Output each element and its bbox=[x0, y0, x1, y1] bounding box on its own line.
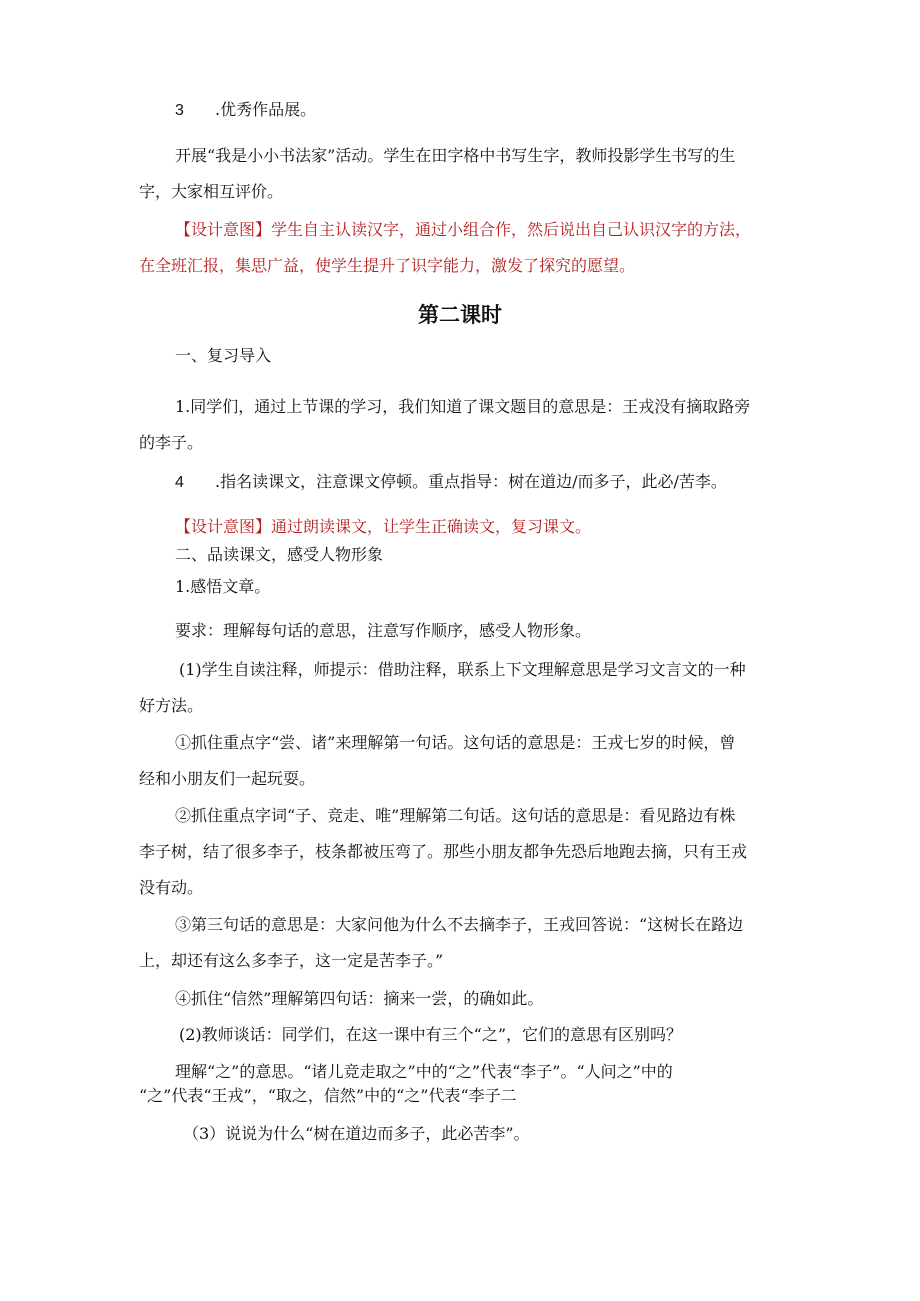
zhi-line2: “之”代表“王戎”，“取之，信然”中的“之”代表“李子二 bbox=[139, 1086, 517, 1105]
item3-text: .优秀作品展。 bbox=[215, 100, 317, 119]
activity-line1: 开展“我是小小书法家”活动。学生在田字格中书写生字，教师投影学生书写的生 bbox=[175, 146, 736, 165]
point1-line2: 好方法。 bbox=[139, 696, 204, 715]
circle2-line1: ②抓住重点字词“子、竞走、唯”理解第二句话。这句话的意思是：看见路边有株 bbox=[175, 806, 736, 825]
point2: (2)教师谈话：同学们，在这一课中有三个“之”，它们的意思有区别吗？ bbox=[179, 1025, 683, 1044]
item4-text: .指名读课文，注意课文停顿。重点指导：树在道边/而多子，此必/苦李。 bbox=[215, 472, 727, 491]
circle1-line1: ①抓住重点字“尝、诸”来理解第一句话。这句话的意思是：王戎七岁的时候，曾 bbox=[175, 733, 736, 752]
section-review-heading: 一、复习导入 bbox=[175, 346, 272, 365]
activity-line2: 字，大家相互评价。 bbox=[139, 182, 284, 201]
design-intent-1-line2: 在全班汇报，集思广益，使学生提升了识字能力，激发了探究的愿望。 bbox=[139, 256, 636, 275]
circle3-line2: 上，却还有这么多李子，这一定是苦李子。” bbox=[139, 951, 444, 970]
circle2-line3: 没有动。 bbox=[139, 878, 204, 897]
review-line2: 的李子。 bbox=[139, 433, 204, 452]
item3-number: 3 bbox=[175, 102, 184, 119]
zhi-line1: 理解“之”的意思。“诸儿竞走取之”中的“之”代表“李子”。“人问之”中的 bbox=[175, 1062, 673, 1081]
item3 bbox=[175, 100, 316, 121]
design-intent-2: 【设计意图】通过朗读课文，让学生正确读文，复习课文。 bbox=[175, 517, 592, 536]
circle2-line2: 李子树，结了很多李子，枝条都被压弯了。那些小朋友都争先恐后地跑去摘，只有王戎 bbox=[139, 842, 748, 861]
review-line1: 1.同学们，通过上节课的学习，我们知道了课文题目的意思是：王戎没有摘取路旁 bbox=[175, 397, 751, 416]
requirement: 要求：理解每句话的意思，注意写作顺序，感受人物形象。 bbox=[175, 621, 592, 640]
design-intent-1-line1: 【设计意图】学生自主认读汉字，通过小组合作，然后说出自己认识汉字的方法， bbox=[175, 220, 752, 239]
sub-heading-1: 1.感悟文章。 bbox=[175, 577, 271, 596]
circle3-line1: ③第三句话的意思是：大家问他为什么不去摘李子，王戎回答说：“这树长在路边 bbox=[175, 915, 744, 934]
point1-line1: (1)学生自读注释，师提示：借助注释，联系上下文理解意思是学习文言文的一种 bbox=[179, 660, 746, 679]
section-reading-heading: 二、品读课文，感受人物形象 bbox=[175, 545, 384, 564]
lesson-title: 第二课时 bbox=[418, 303, 502, 327]
item4 bbox=[175, 472, 727, 493]
item4-number: 4 bbox=[175, 474, 184, 491]
circle1-line2: 经和小朋友们一起玩耍。 bbox=[139, 769, 316, 788]
point3: （3）说说为什么“树在道边而多子，此必苦李”。 bbox=[183, 1124, 530, 1143]
circle4: ④抓住“信然”理解第四句话：摘来一尝，的确如此。 bbox=[175, 989, 544, 1008]
